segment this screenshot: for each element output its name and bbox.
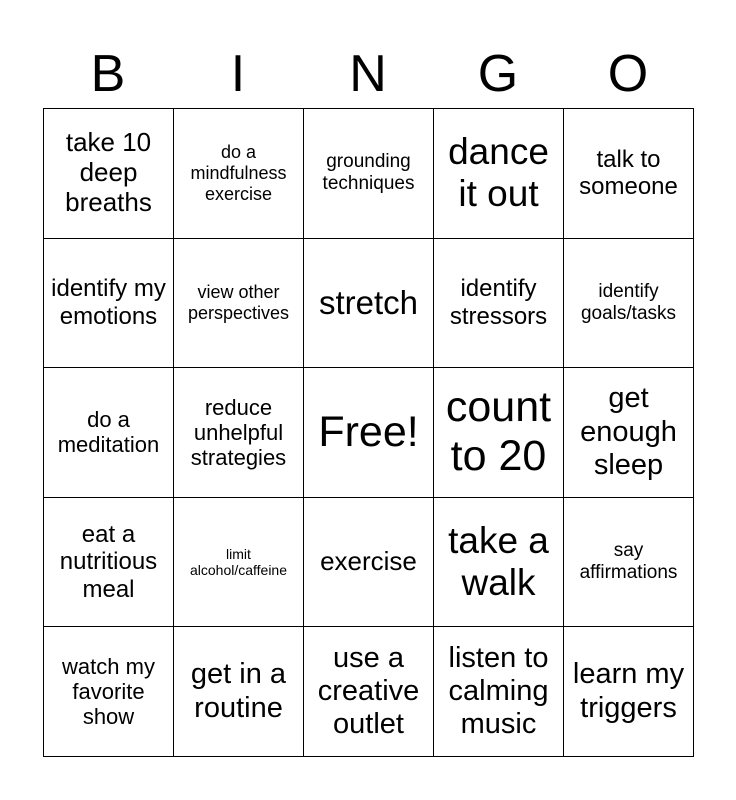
bingo-cell bbox=[44, 239, 174, 369]
bingo-cell bbox=[434, 498, 564, 628]
bingo-cell bbox=[564, 239, 694, 369]
cell-text: take 10 deep breaths bbox=[65, 127, 152, 218]
bingo-cell bbox=[304, 109, 434, 239]
cell-text: count to 20 bbox=[445, 383, 552, 481]
bingo-cell bbox=[174, 109, 304, 239]
bingo-cell bbox=[174, 498, 304, 628]
bingo-cell bbox=[564, 498, 694, 628]
bingo-cell bbox=[564, 368, 694, 498]
cell-text: stretch bbox=[318, 283, 419, 321]
bingo-cell bbox=[564, 627, 694, 757]
cell-text: reduce unhelpful strategies bbox=[190, 394, 287, 471]
cell-text: say affirmations bbox=[579, 540, 678, 584]
cell-text: get in a routine bbox=[190, 658, 287, 724]
board-row-4 bbox=[44, 498, 694, 628]
board-row-2 bbox=[44, 239, 694, 369]
cell-text: watch my favorite show bbox=[62, 653, 155, 730]
cell-text: grounding techniques bbox=[322, 151, 415, 195]
bingo-cell bbox=[174, 627, 304, 757]
header-letter-b: B bbox=[90, 45, 126, 103]
cell-text: view other perspectives bbox=[187, 282, 290, 323]
cell-text: dance it out bbox=[448, 130, 549, 215]
bingo-board bbox=[43, 108, 694, 757]
board-row-5 bbox=[44, 627, 694, 757]
board-row-1 bbox=[44, 109, 694, 239]
cell-text: do a meditation bbox=[57, 407, 160, 458]
cell-text: identify my emotions bbox=[51, 275, 166, 330]
cell-text: exercise bbox=[320, 546, 417, 577]
bingo-cell bbox=[434, 627, 564, 757]
bingo-cell bbox=[44, 368, 174, 498]
bingo-cell bbox=[434, 239, 564, 369]
header-letter-o: O bbox=[607, 45, 649, 103]
bingo-cell bbox=[44, 109, 174, 239]
bingo-cell bbox=[44, 627, 174, 757]
cell-text: identify goals/tasks bbox=[580, 281, 677, 324]
bingo-cell bbox=[434, 109, 564, 239]
header-letter-i: I bbox=[230, 45, 246, 103]
cell-text: identify stressors bbox=[449, 275, 548, 330]
header-letter-n: N bbox=[349, 45, 387, 103]
bingo-cell bbox=[304, 498, 434, 628]
bingo-cell bbox=[304, 239, 434, 369]
cell-text: use a creative outlet bbox=[317, 641, 420, 741]
cell-text: do a mindfulness exercise bbox=[190, 142, 287, 204]
bingo-cell bbox=[174, 239, 304, 369]
cell-text: get enough sleep bbox=[580, 382, 677, 482]
bingo-cell bbox=[44, 498, 174, 628]
cell-text: learn my triggers bbox=[572, 658, 685, 724]
bingo-cell bbox=[564, 109, 694, 239]
free-space-cell bbox=[304, 368, 434, 498]
header-letter-g: G bbox=[477, 45, 519, 103]
bingo-cell bbox=[304, 627, 434, 757]
cell-text: take a walk bbox=[448, 519, 549, 604]
bingo-cell bbox=[174, 368, 304, 498]
cell-text: talk to someone bbox=[579, 145, 678, 201]
bingo-header bbox=[43, 40, 693, 108]
free-space-label: Free! bbox=[318, 407, 419, 456]
board-row-3 bbox=[44, 368, 694, 498]
cell-text: eat a nutritious meal bbox=[59, 520, 158, 603]
bingo-cell bbox=[434, 368, 564, 498]
cell-text: limit alcohol/caffeine bbox=[189, 545, 288, 579]
cell-text: listen to calming music bbox=[448, 641, 549, 741]
